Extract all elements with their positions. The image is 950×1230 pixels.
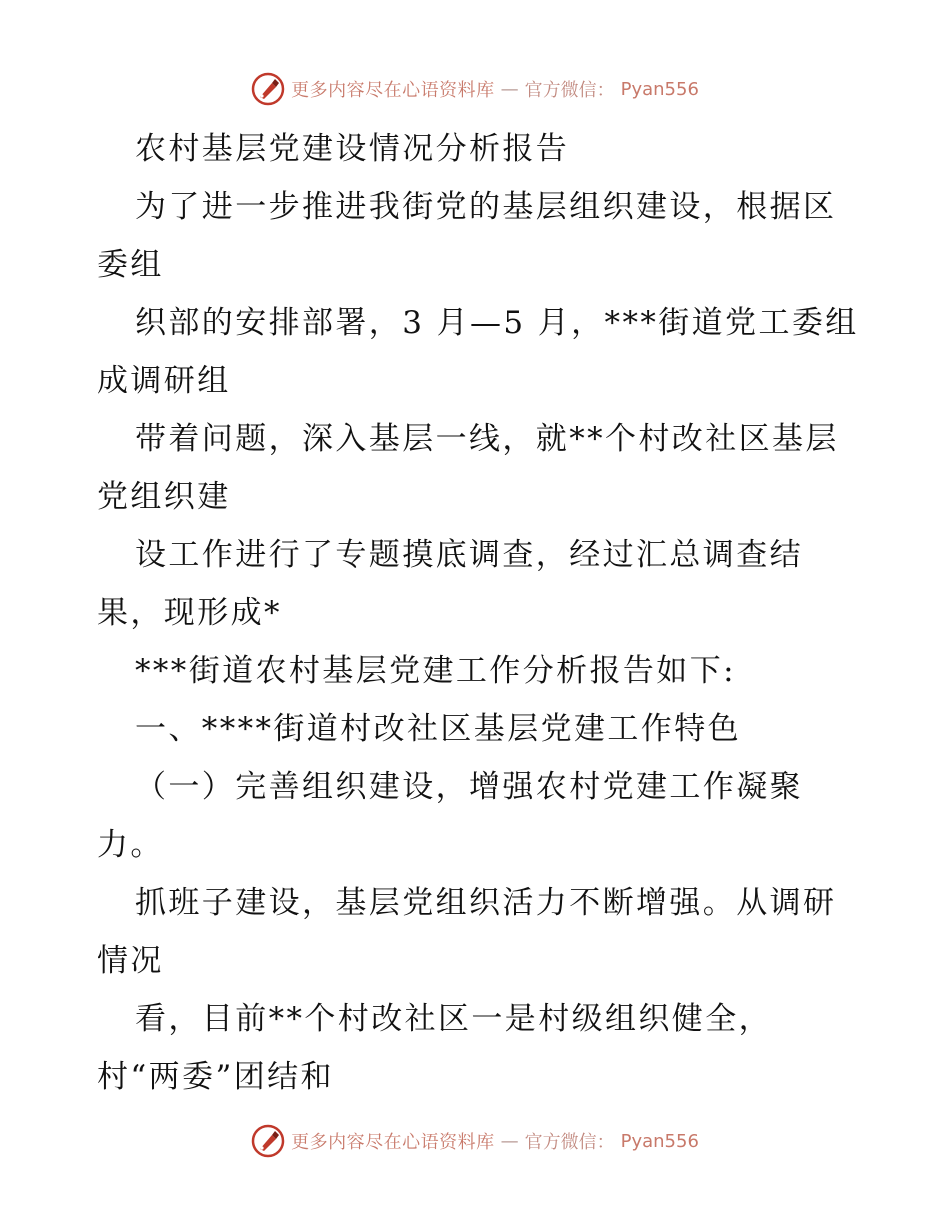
document-line: 看，目前**个村改社区一是村级组织健全， — [135, 1001, 772, 1037]
watermark-dash: — — [500, 78, 519, 100]
document-line: 果，现形成* — [97, 595, 282, 631]
watermark-main-text: 更多内容尽在心语资料库 — [291, 80, 495, 101]
document-line: 党组织建 — [97, 479, 231, 515]
watermark-wechat-label: 官方微信： — [524, 80, 615, 101]
document-line: 成调研组 — [97, 363, 231, 399]
document-line: 一、****街道村改社区基层党建工作特色 — [135, 711, 741, 747]
document-line: 村“两委”团结和 — [97, 1059, 334, 1095]
document-line: 抓班子建设，基层党组织活力不断增强。从调研 — [135, 885, 837, 921]
watermark-main-text: 更多内容尽在心语资料库 — [291, 1132, 495, 1153]
document-line: 为了进一步推进我街党的基层组织建设，根据区 — [135, 189, 837, 225]
document-line: 设工作进行了专题摸底调查，经过汇总调查结 — [135, 537, 803, 573]
footer-watermark — [0, 1124, 950, 1158]
document-body — [97, 120, 877, 1106]
document-line: 力。 — [97, 827, 164, 863]
watermark-wechat-id: Pyan556 — [620, 1130, 699, 1152]
document-line: 委组 — [97, 247, 164, 283]
document-line: 情况 — [97, 943, 164, 979]
watermark-dash: — — [500, 1130, 519, 1152]
pen-logo-icon — [251, 1124, 285, 1158]
document-line: ***街道农村基层党建工作分析报告如下: — [135, 653, 736, 689]
pen-logo-icon — [251, 72, 285, 106]
watermark-wechat-label: 官方微信： — [524, 1132, 615, 1153]
document-line: 带着问题，深入基层一线，就**个村改社区基层 — [135, 421, 839, 457]
watermark-wechat-id: Pyan556 — [620, 78, 699, 100]
document-line: 农村基层党建设情况分析报告 — [135, 131, 570, 167]
document-line: （一）完善组织建设，增强农村党建工作凝聚 — [135, 769, 803, 805]
document-line: 织部的安排部署，3 月—5 月，***街道党工委组 — [135, 305, 859, 341]
header-watermark — [0, 72, 950, 106]
